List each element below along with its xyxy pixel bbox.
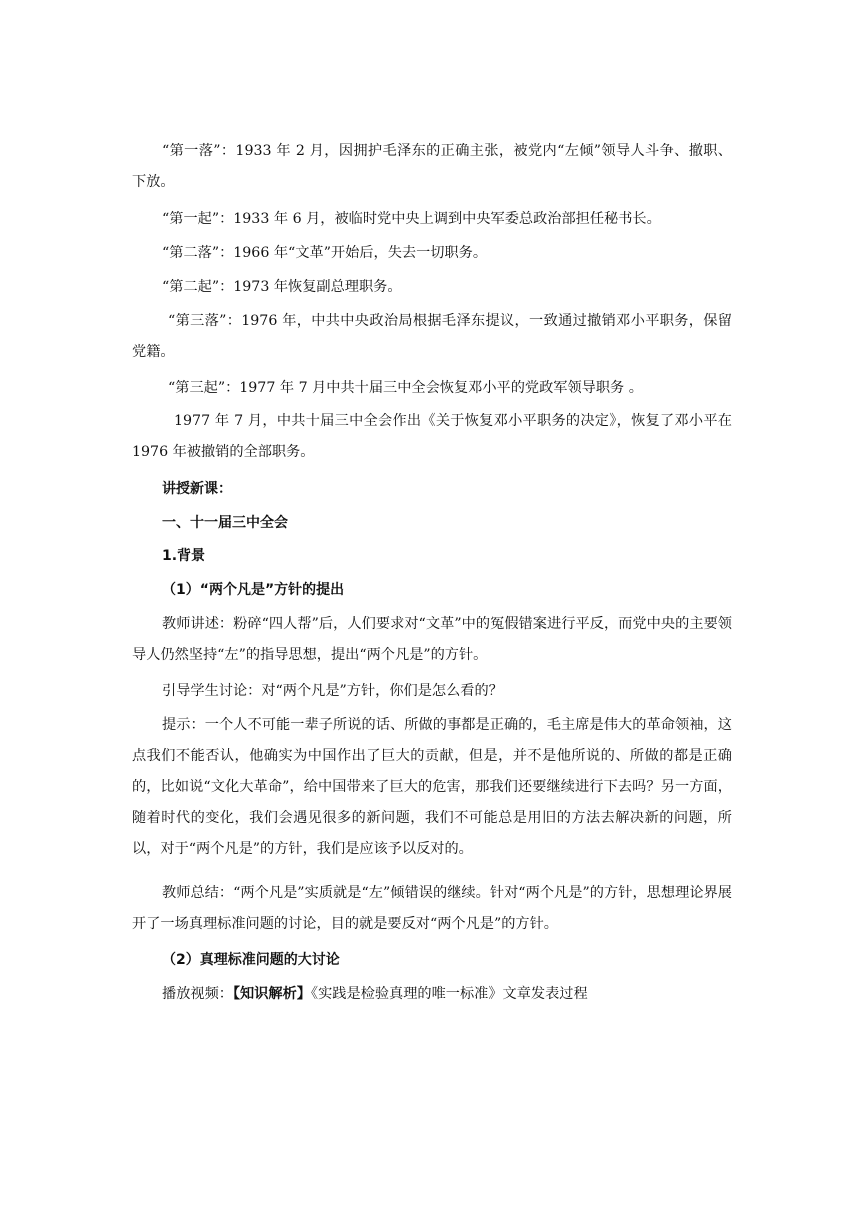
paragraph-second-fall: “第二落”：1966 年“文革”开始后，失去一切职务。 <box>162 245 488 261</box>
paragraph-hint: 提示：一个人不可能一辈子所说的话、所做的事都是正确的，毛主席是伟大的革命领袖，这点我们不能否认，他确实为中国作出了巨大的贡献，但是，并不是他所说的、所做的都是正确的，比如说“文化大革命”，给中国带来了巨大的危害，那我们还要继续进行下去吗？另一方面，随着时代的变化，我们会遇见很多的新问题，我们不可能总是用旧的方法去解决新的问题，所以，对于“两个凡是”的方针，我们是应该予以反对的。 <box>132 717 732 857</box>
paragraph-discussion: 引导学生讨论：对“两个凡是”方针，你们是怎么看的？ <box>162 683 503 699</box>
paragraph-teacher-narration: 教师讲述：粉碎“四人帮”后，人们要求对“文革”中的冤假错案进行平反，而党中央的主要领导人仍然坚持“左”的指导思想，提出“两个凡是”的方针。 <box>132 616 732 663</box>
video-prefix: 播放视频： <box>162 986 233 1002</box>
video-title: 《实践是检验真理的唯一标准》文章发表过程 <box>310 986 588 1002</box>
paragraph-second-rise: “第二起”：1973 年恢复副总理职务。 <box>162 279 402 295</box>
paragraph-first-fall: “第一落”：1933 年 2 月，因拥护毛泽东的正确主张，被党内“左倾”领导人斗争、撤职、下放。 <box>132 143 732 190</box>
paragraph-teacher-summary: 教师总结：“两个凡是”实质就是“左”倾错误的继续。针对“两个凡是”的方针，思想理论界展开了一场真理标准问题的讨论，目的就是要反对“两个凡是”的方针。 <box>132 885 732 932</box>
paragraph-third-rise: “第三起”：1977 年 7 月中共十届三中全会恢复邓小平的党政军领导职务 。 <box>168 380 643 396</box>
paragraph-restoration: 1977 年 7 月，中共十届三中全会作出《关于恢复邓小平职务的决定》，恢复了邓小平在 1976 年被撤销的全部职务。 <box>132 413 732 460</box>
heading-truth-criterion: （2）真理标准问题的大讨论 <box>162 952 340 968</box>
video-knowledge-tag: 【知识解析】 <box>232 986 311 1002</box>
paragraph-play-video <box>132 979 732 1010</box>
paragraph-first-rise: “第一起”：1933 年 6 月，被临时党中央上调到中央军委总政治部担任秘书长。 <box>162 211 661 227</box>
heading-new-lesson: 讲授新课： <box>162 481 232 497</box>
paragraph-third-fall: “第三落”：1976 年，中共中央政治局根据毛泽东提议，一致通过撤销邓小平职务，保留党籍。 <box>132 313 732 360</box>
heading-background: 1.背景 <box>162 548 206 564</box>
heading-two-whatevers: （1）“两个凡是”方针的提出 <box>162 582 345 598</box>
heading-section-1: 一、十一届三中全会 <box>162 515 288 531</box>
